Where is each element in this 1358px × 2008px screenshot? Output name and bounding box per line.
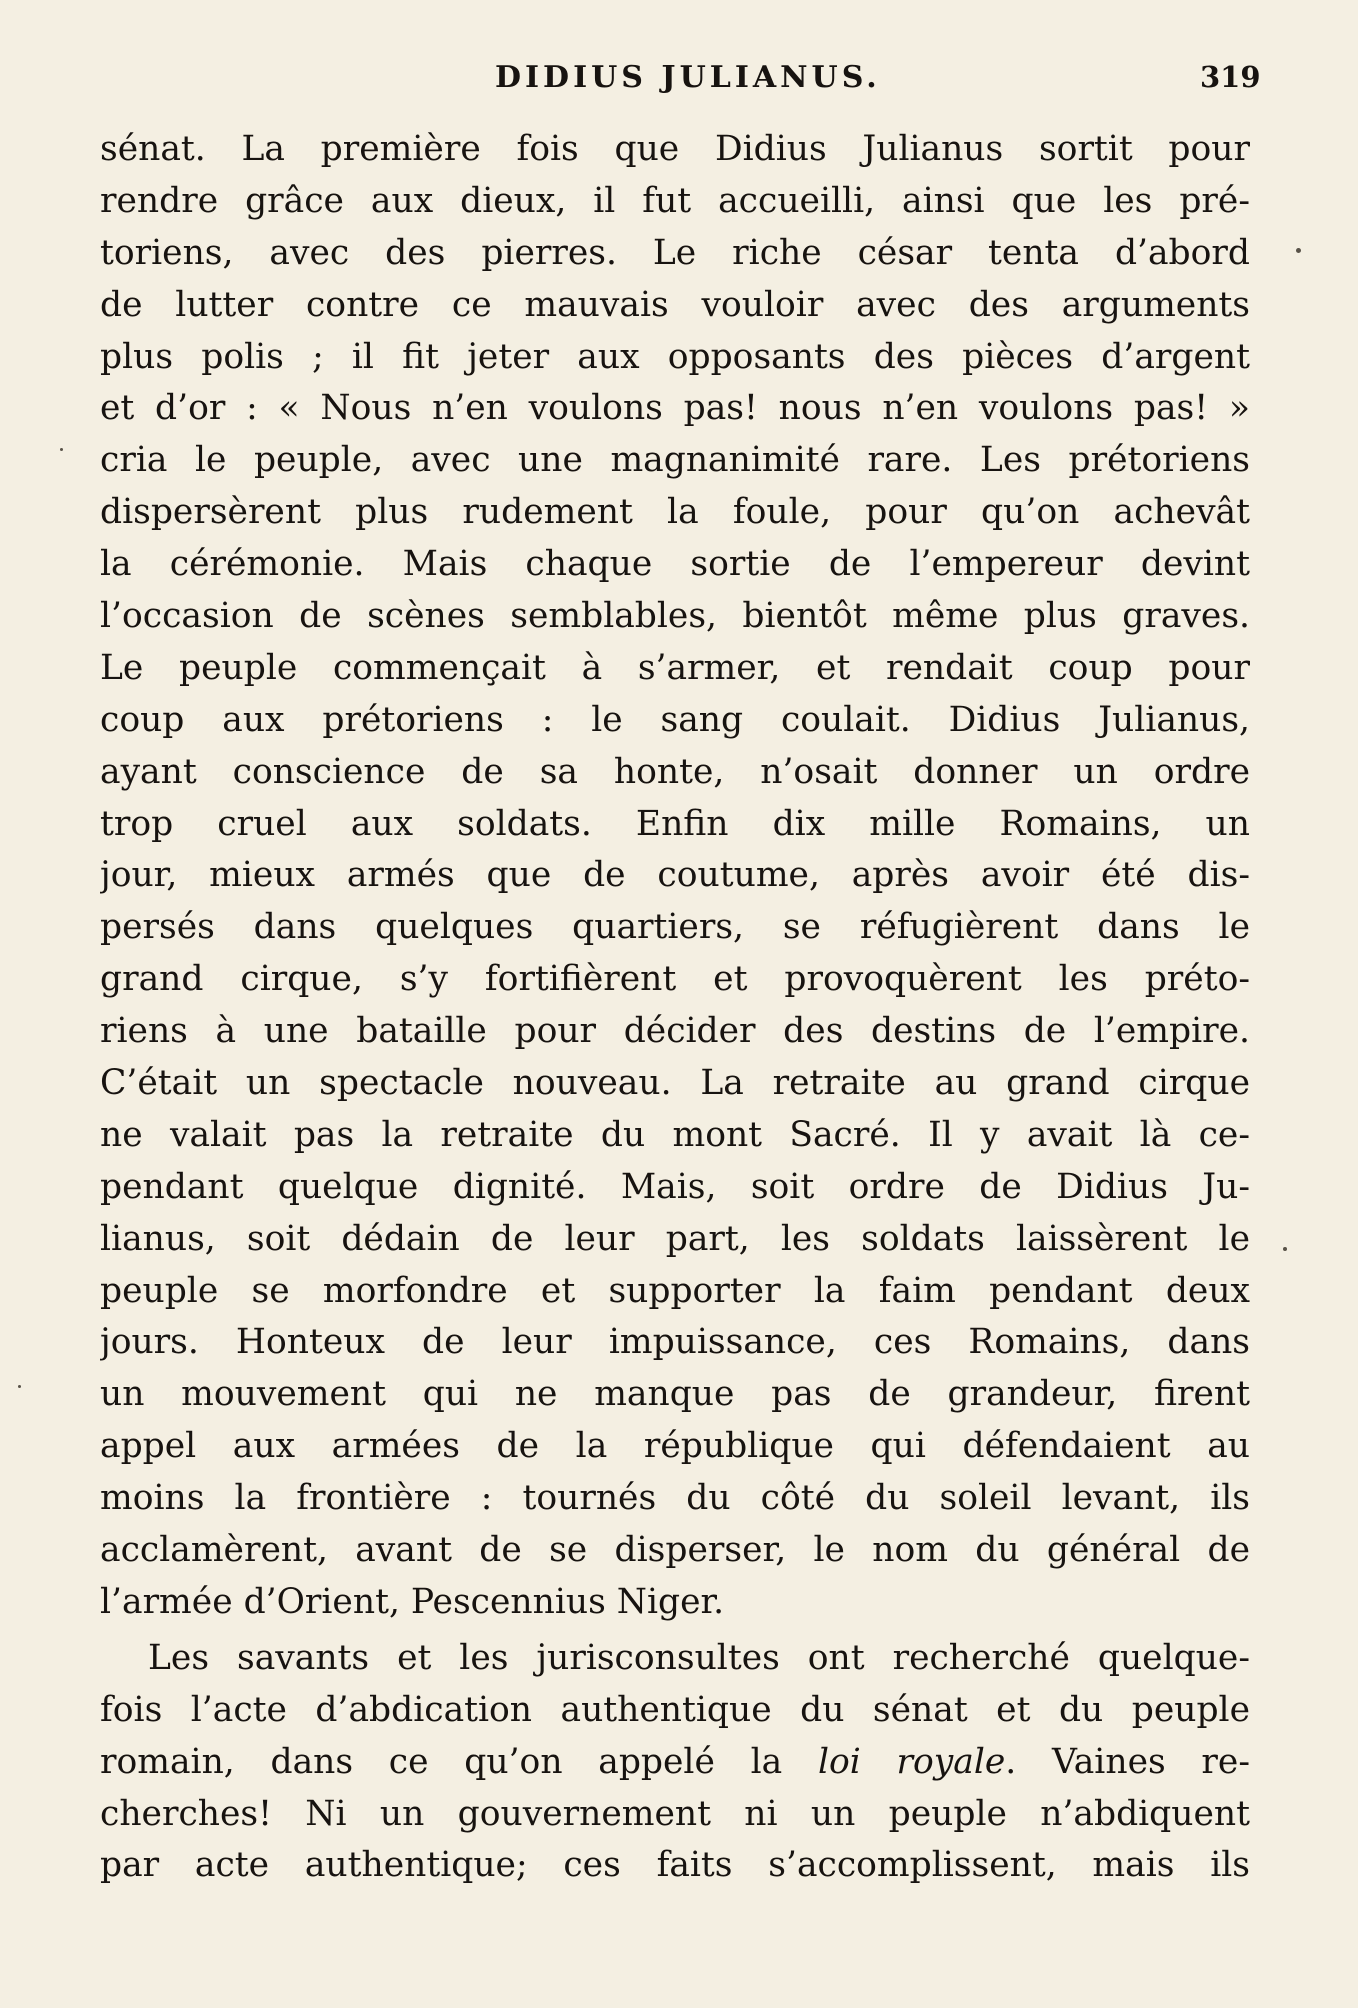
text-line: un mouvement qui ne manque pas de grandeur, firent	[100, 1374, 1250, 1415]
text-line: par acte authentique; ces faits s’accomplissent, mais ils	[100, 1845, 1250, 1886]
text-line: ayant conscience de sa honte, n’osait donner un ordre	[100, 751, 1250, 792]
text-line: Le peuple commençait à s’armer, et rendait coup pour	[100, 647, 1250, 688]
paper-speck	[1283, 1247, 1287, 1251]
paper-speck	[1296, 248, 1301, 253]
text-line: la cérémonie. Mais chaque sortie de l’empereur devint	[100, 544, 1250, 585]
text-line: moins la frontière : tournés du côté du soleil levant, ils	[100, 1478, 1250, 1519]
text-line: toriens, avec des pierres. Le riche césar tenta d’abord	[100, 232, 1250, 273]
text-line: jours. Honteux de leur impuissance, ces Romains, dans	[100, 1322, 1250, 1363]
text-line: fois l’acte d’abdication authentique du sénat et du peuple	[100, 1689, 1250, 1730]
text-line: trop cruel aux soldats. Enfin dix mille Romains, un	[100, 803, 1250, 844]
running-title: DIDIUS JULIANUS.	[495, 60, 881, 95]
text-line: acclamèrent, avant de se disperser, le nom du général de	[100, 1530, 1250, 1571]
paper-speck	[18, 1385, 21, 1388]
text-line: cria le peuple, avec une magnanimité rare. Les prétoriens	[100, 440, 1250, 481]
paragraph-1	[100, 124, 1250, 1629]
text-line: jour, mieux armés que de coutume, après avoir été dis-	[100, 855, 1250, 896]
text-line: persés dans quelques quartiers, se réfugièrent dans le	[100, 907, 1250, 948]
text-line: C’était un spectacle nouveau. La retraite au grand cirque	[100, 1063, 1250, 1104]
text-line: lianus, soit dédain de leur part, les soldats laissèrent le	[100, 1218, 1250, 1259]
text-line: de lutter contre ce mauvais vouloir avec des arguments	[100, 284, 1250, 325]
page-number: 319	[1200, 60, 1261, 94]
text-segment: . Vaines re-	[1005, 1741, 1250, 1782]
text-line: plus polis ; il fit jeter aux opposants des pièces d’argent	[100, 336, 1250, 377]
text-line: l’occasion de scènes semblables, bientôt même plus graves.	[100, 596, 1250, 637]
text-line: et d’or : « Nous n’en voulons pas! nous n’en voulons pas! »	[100, 388, 1250, 429]
text-line-first: Les savants et les jurisconsultes ont recherché quelque-	[148, 1637, 1250, 1678]
text-line: sénat. La première fois que Didius Julianus sortit pour	[100, 129, 1250, 169]
text-line: grand cirque, s’y fortifièrent et provoquèrent les préto-	[100, 959, 1250, 1000]
body-text	[100, 124, 1250, 1892]
paragraph-2	[100, 1633, 1250, 1892]
text-line: dispersèrent plus rudement la foule, pour qu’on achevât	[100, 492, 1250, 533]
text-line: riens à une bataille pour décider des destins de l’empire.	[100, 1011, 1250, 1052]
text-line: appel aux armées de la république qui défendaient au	[100, 1426, 1250, 1467]
text-line-with-italic	[100, 1737, 1250, 1789]
text-line: pendant quelque dignité. Mais, soit ordre de Didius Ju-	[100, 1166, 1250, 1207]
text-line: peuple se morfondre et supporter la faim pendant deux	[100, 1270, 1250, 1311]
text-line: coup aux prétoriens : le sang coulait. Didius Julianus,	[100, 699, 1250, 740]
italic-term: loi royale	[817, 1741, 1006, 1782]
text-line: ne valait pas la retraite du mont Sacré. Il y avait là ce-	[100, 1114, 1250, 1155]
text-line: rendre grâce aux dieux, il fut accueilli, ainsi que les pré-	[100, 180, 1250, 221]
text-line-last: l’armée d’Orient, Pescennius Niger.	[100, 1581, 725, 1622]
paper-speck	[60, 448, 63, 451]
text-line: cherches! Ni un gouvernement ni un peuple n’abdiquent	[100, 1793, 1250, 1834]
text-segment: romain, dans ce qu’on appelé la	[100, 1741, 818, 1782]
